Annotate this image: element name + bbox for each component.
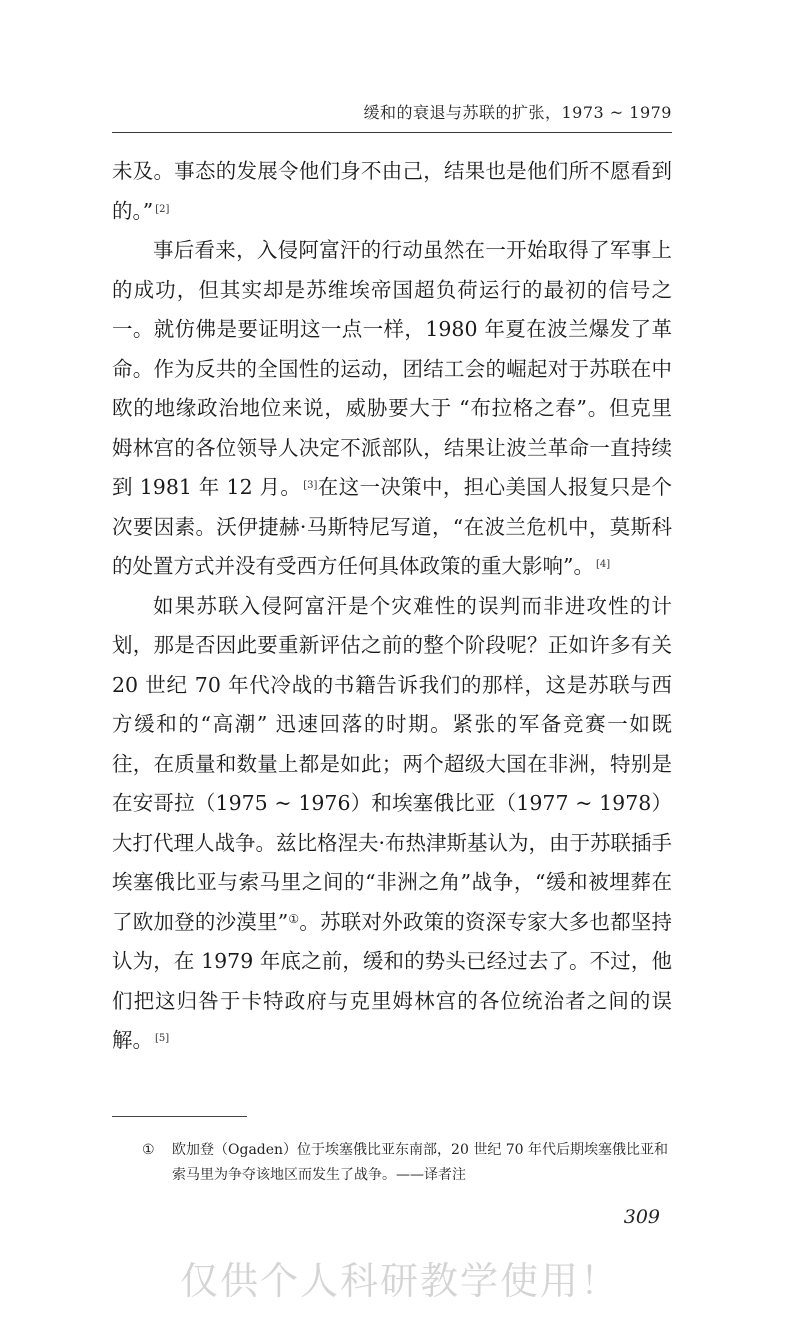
- paragraph-2-text-a: 事后看来，入侵阿富汗的行动虽然在一开始取得了军事上的成功，但其实却是苏维埃帝国超负荷运行的最初的信号之一。就仿佛是要证明这一点一样，1980 年夏在波兰爆发了革命。作为反共的全国性的运动，团结工会的崛起对于苏联在中欧的地缘政治地位来说，威胁要大于 “布拉格之春”。但克里姆林宫的各位领导人决定不派部队，结果让波兰革命一直持续到 1981 年 12 月。: [112, 238, 672, 499]
- running-header: 缓和的衰退与苏联的扩张，1973 ~ 1979: [363, 103, 672, 122]
- endnote-ref-4: [4]: [595, 559, 611, 570]
- endnote-ref-5: [5]: [155, 1033, 170, 1044]
- footnote-text: 欧加登（Ogaden）位于埃塞俄比亚东南部，20 世纪 70 年代后期埃塞俄比亚和索马里为争夺该地区而发生了战争。——译者注: [172, 1142, 669, 1183]
- paragraph-1-text: 未及。事态的发展令他们身不由己，结果也是他们所不愿看到的。”: [112, 159, 672, 223]
- paragraph-3-text-a: 如果苏联入侵阿富汗是个灾难性的误判而非进攻性的计划，那是否因此要重新评估之前的整个阶段呢？正如许多有关 20 世纪 70 年代冷战的书籍告诉我们的那样，这是苏联与西方缓和的“高潮” 迅速回落的时期。紧张的军备竞赛一如既往，在质量和数量上都是如此；两个超级大国在非洲，特别是在安哥拉（1975 ~ 1976）和埃塞俄比亚（1977 ~ 1978）大打代理人战争。兹比格涅夫·布热津斯基认为，由于苏联插手埃塞俄比亚与索马里之间的“非洲之角”战争，“缓和被埋葬在了欧加登的沙漠里”: [112, 593, 673, 934]
- page-number: 309: [623, 1206, 660, 1228]
- paragraph-1: [112, 152, 672, 231]
- body-text: [112, 152, 672, 1061]
- endnote-ref-2: [2]: [155, 203, 170, 215]
- paragraph-2: [112, 231, 672, 587]
- paragraph-2-text-b: 在这一决策中，担心美国人报复只是个次要因素。沃伊捷赫·马斯特尼写道，“在波兰危机中，莫斯科的处置方式并没有受西方任何具体政策的重大影响”。: [112, 475, 672, 578]
- footnote-rule: [112, 1116, 247, 1117]
- watermark: 仅供个人科研教学使用！: [179, 1259, 620, 1303]
- footnote-ref-1: ①: [288, 911, 300, 926]
- paragraph-3-text-b: 。苏联对外政策的资深专家大多也都坚持认为，在 1979 年底之前，缓和的势头已经过去了。不过，他们把这归咎于卡特政府与克里姆林宫的各位统治者之间的误解。: [112, 909, 672, 1052]
- footnote-marker: ①: [142, 1142, 155, 1158]
- header-rule: [112, 132, 672, 133]
- paragraph-3: [112, 587, 672, 1061]
- endnote-ref-3: [3]: [303, 480, 318, 491]
- footnote: [112, 1138, 672, 1188]
